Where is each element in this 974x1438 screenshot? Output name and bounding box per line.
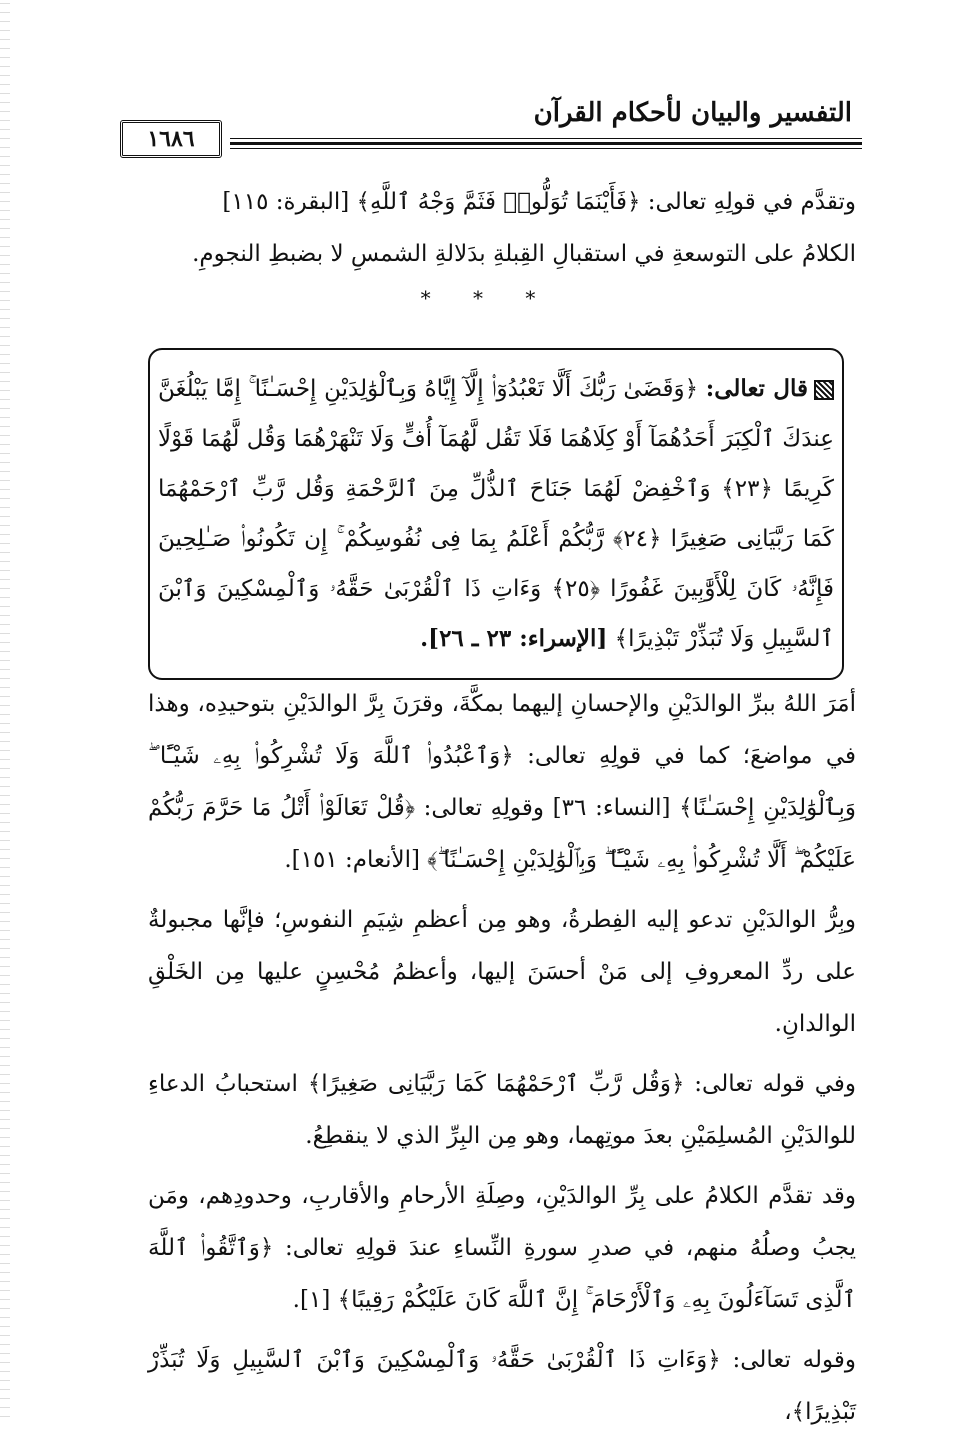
intro-line: وتقدَّم في قولِهِ تعالى: ﴿فَأَيْنَمَا تُوَلُّوا۟ فَثَمَّ وَجْهُ ٱللَّهِ﴾ [البقرة: ١١٥]	[222, 189, 856, 215]
scan-edge	[0, 0, 10, 1417]
paragraph: وفي قوله تعالى: ﴿وَقُل رَّبِّ ٱرْحَمْهُمَا كَمَا رَبَّيَانِى صَغِيرًا﴾ استحبابُ الدعاءِ للوالدَيْنِ المُسلِمَيْنِ بعدَ موتِهما، وهو مِن البِرِّ الذي لا ينقطِعُ.	[148, 1071, 856, 1149]
quran-verse: ﴿وَقَضَىٰ رَبُّكَ أَلَّا تَعْبُدُوٓا۟ إِلَّآ إِيَّاهُ وَبِٱلْوَٰلِدَيْنِ إِحْسَـٰنًا ۚ إِمَّا يَبْلُغَنَّ عِندَكَ ٱلْكِبَرَ أَحَدُهُمَآ أَوْ كِلَاهُمَا فَلَا تَقُل لَّهُمَآ أُفٍّ وَلَا تَنْهَرْهُمَا وَقُل لَّهُمَا قَوْلًا كَرِيمًا ﴿٢٣﴾ وَٱخْفِضْ لَهُمَا جَنَاحَ ٱلذُّلِّ مِنَ ٱلرَّحْمَةِ وَقُل رَّبِّ ٱرْحَمْهُمَا كَمَا رَبَّيَانِى صَغِيرًا ﴿٢٤﴾ رَّبُّكُمْ أَعْلَمُ بِمَا فِى نُفُوسِكُمْ ۚ إِن تَكُونُوا۟ صَـٰلِحِينَ فَإِنَّهُۥ كَانَ لِلْأَوَّٰبِينَ غَفُورًا ﴿٢٥﴾ وَءَاتِ ذَا ٱلْقُرْبَىٰ حَقَّهُۥ وَٱلْمِسْكِينَ وَٱبْنَ ٱلسَّبِيلِ وَلَا تُبَذِّرْ تَبْذِيرًا﴾	[158, 376, 835, 652]
paragraph: وبِرُّ الوالدَيْنِ تدعو إليه الفِطرةُ، وهو مِن أعظمِ شِيَمِ النفوسِ؛ فإنَّها مجبولةٌ على ردِّ المعروفِ إلى مَنْ أحسَنَ إليها، وأعظمُ مُحْسِنٍ عليها مِن الخَلْقِ الوالدانِ.	[148, 907, 856, 1037]
paragraph: أمَرَ اللهُ ببرِّ الوالدَيْنِ والإحسانِ إليهما بمكَّةَ، وقرَنَ بِرَّ الوالدَيْنِ بتوحيدِه، وهذا في مواضعَ؛ كما في قولِهِ تعالى: ﴿وَٱعْبُدُوا۟ ٱللَّهَ وَلَا تُشْرِكُوا۟ بِهِۦ شَيْـًٔا ۖ وَبِٱلْوَٰلِدَيْنِ إِحْسَـٰنًا﴾ [النساء: ٣٦] وقولِهِ تعالى: ﴿قُلْ تَعَالَوْا۟ أَتْلُ مَا حَرَّمَ رَبُّكُمْ عَلَيْكُمْ ۖ أَلَّا تُشْرِكُوا۟ بِهِۦ شَيْـًٔا ۖ وَبِٱلْوَٰلِدَيْنِ إِحْسَـٰنًا ۖ﴾ [الأنعام: ١٥١].	[148, 691, 856, 873]
page-header	[120, 98, 862, 158]
main-text	[148, 678, 856, 1438]
section-separator: * * *	[420, 286, 554, 310]
paragraph: وقوله تعالى: ﴿وَءَاتِ ذَا ٱلْقُرْبَىٰ حَقَّهُۥ وَٱلْمِسْكِينَ وَٱبْنَ ٱلسَّبِيلِ وَلَا تُبَذِّرْ تَبْذِيرًا﴾،	[148, 1347, 856, 1425]
running-title: التفسير والبيان لأحكام القرآن	[533, 98, 852, 128]
page-number: ١٦٨٦	[120, 120, 222, 158]
ornament-icon	[814, 380, 834, 400]
header-rule	[230, 138, 862, 139]
intro-line: الكلامُ على التوسعةِ في استقبالِ القِبلةِ بدَلالةِ الشمسِ لا بضبطِ النجومِ.	[192, 241, 856, 267]
paragraph: وقد تقدَّم الكلامُ على بِرِّ الوالدَيْنِ، وصِلَةِ الأرحامِ والأقاربِ، وحدودِهم، ومَن يجبُ وصلُهُ منهم، في صدرِ سورةِ النِّساءِ عندَ قولِهِ تعالى: ﴿وَٱتَّقُوا۟ ٱللَّهَ ٱلَّذِى تَسَآءَلُونَ بِهِۦ وَٱلْأَرْحَامَ ۚ إِنَّ ٱللَّهَ كَانَ عَلَيْكُمْ رَقِيبًا﴾ [١].	[148, 1183, 856, 1313]
header-rule-bottom	[230, 148, 862, 149]
header-rule-thick	[230, 142, 862, 145]
verse-text-block	[158, 364, 834, 664]
verse-lead: قال تعالى:	[705, 375, 808, 402]
verse-citation: [الإسراء: ٢٣ ـ ٢٦].	[420, 625, 608, 652]
intro-paragraph	[148, 176, 856, 280]
verse-box	[148, 348, 844, 680]
